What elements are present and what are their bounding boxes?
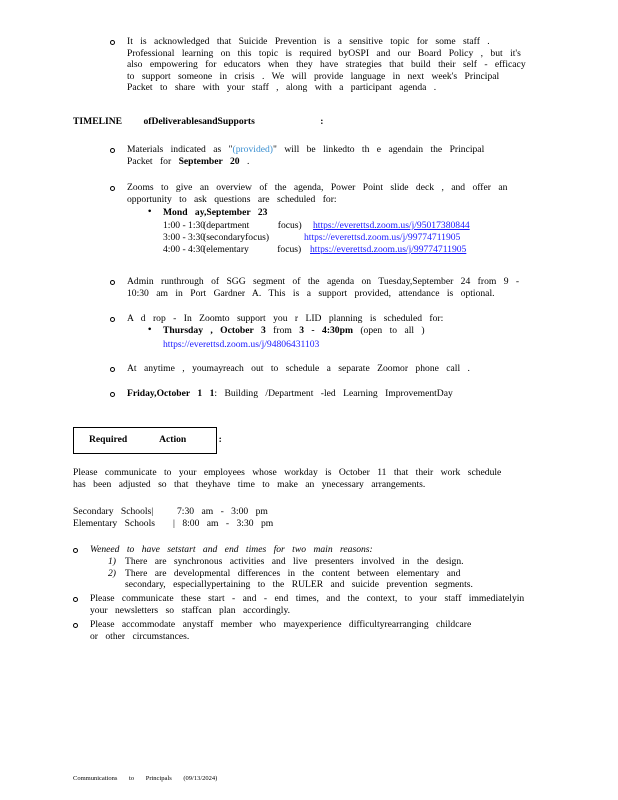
zoom-session-link[interactable]: https://everettsd.zoom.us/j/99774711905	[304, 232, 461, 243]
friday-rest: : Building /Department -led Learning ImprovementDay	[214, 388, 453, 399]
intro-line-3: also empowering for educators when they have strategies that build their self - efficacy	[127, 59, 526, 70]
anytime-bullet	[110, 367, 115, 372]
schedule-row	[73, 518, 373, 530]
dropin-sub-post: (open to all )	[352, 325, 425, 336]
zoom-session-label: (elementary focus)	[203, 244, 302, 255]
communicate-line-1: Please communicate to your employees whose workday is October 11 that their work schedule	[73, 467, 502, 478]
admin-line-2: 10:30 am in Port Gardner A. This is a support provided, attendance is optional.	[127, 287, 495, 299]
materials-bullet	[110, 148, 115, 153]
reasons-list	[108, 556, 528, 591]
schedule-time: 7:30 am - 3:00 pm	[177, 506, 268, 517]
zoom-session-time: 1:00 - 1:30	[163, 220, 206, 231]
materials-post: " will be linkedto th e agendain the Principal	[273, 144, 485, 155]
zoom-session	[163, 220, 503, 232]
reasons-heading: Weneed to have setstart and end times for two main reasons:	[90, 544, 373, 555]
zoom-session-time: 4:00 - 4:30	[163, 244, 206, 255]
materials-item	[127, 144, 547, 167]
dropin-line-1: A d rop - In Zoomto support you r LID planning is scheduled for:	[127, 313, 444, 324]
materials-pre: Materials indicated as "	[127, 144, 233, 155]
friday-bold: Friday,October 1 1	[127, 388, 215, 399]
materials-line2-post: .	[239, 155, 250, 167]
dropin-sub	[163, 325, 425, 337]
zoom-session-label: (secondaryfocus)	[203, 232, 270, 243]
zoom-session-time: 3:00 - 3:30	[163, 232, 206, 243]
intro-line-4: to support someone in crisis . We will provide language in next week's Principal	[127, 70, 500, 82]
required-action-title: Required Action :	[89, 434, 222, 445]
schedule-row	[73, 506, 373, 518]
intro-paragraph	[127, 36, 547, 94]
zooms-sessions	[163, 220, 503, 256]
page-footer: Communications to Principals (09/13/2024)	[73, 775, 218, 782]
please-accommodate-bullet	[73, 623, 78, 628]
dropin-bullet	[110, 317, 115, 322]
dropin-item	[127, 313, 547, 325]
please-accommodate-line-1: Please accommodate anystaff member who mayexperience difficultyrearranging childcare	[90, 619, 472, 630]
intro-line-2: Professional learning on this topic is required byOSPI and our Board Policy , but it's	[127, 47, 521, 59]
admin-bullet	[110, 280, 115, 285]
schedule-label: Elementary Schools	[73, 518, 155, 529]
dropin-sub-bullet: •	[148, 324, 152, 335]
zoom-session	[163, 232, 503, 244]
reason-line: secondary, especiallypertaining to the RULER and suicide prevention segments.	[125, 579, 473, 590]
zooms-sub-heading: Mond ay,September 23	[163, 207, 268, 218]
zooms-bullet	[110, 186, 115, 191]
communicate-line-2: has been adjusted so that theyhave time to make an ynecessary arrangements.	[73, 478, 426, 490]
admin-item	[127, 276, 547, 299]
timeline-heading-a: TIMELINE	[73, 116, 123, 127]
zooms-line-1: Zooms to give an overview of the agenda, Power Point slide deck , and offer an	[127, 182, 508, 193]
dropin-sub-mid: from	[265, 325, 300, 336]
zoom-session-link[interactable]: https://everettsd.zoom.us/j/95017380844	[313, 220, 470, 231]
zoom-session-link[interactable]: https://everettsd.zoom.us/j/99774711905	[310, 244, 467, 255]
reason-number: 1)	[108, 556, 116, 567]
reason-item	[108, 556, 528, 568]
intro-line-5: Packet to share with your staff , along with a participant agenda .	[127, 82, 437, 93]
schedule-time: | 8:00 am - 3:30 pm	[173, 518, 274, 529]
dropin-sub-bold2: 3 - 4:30pm	[299, 325, 353, 336]
schedule-label: Secondary Schools|	[73, 506, 154, 517]
please-accommodate-line-2: or other circumstances.	[90, 630, 190, 642]
friday-item	[127, 388, 453, 400]
please-accommodate-item	[90, 619, 530, 642]
intro-bullet	[110, 40, 115, 45]
zooms-line-2: opportunity to ask questions are scheduled for:	[127, 193, 337, 205]
reason-item	[108, 568, 528, 591]
admin-line-1: Admin runthrough of SGG segment of the agenda on Tuesday,September 24 from 9 -	[127, 276, 520, 287]
dropin-link[interactable]: https://everettsd.zoom.us/j/94806431103	[163, 339, 320, 350]
timeline-heading	[73, 116, 323, 128]
anytime-text: At anytime , youmayreach out to schedule a separate Zoomor phone call .	[127, 363, 470, 374]
friday-bullet	[110, 392, 115, 397]
intro-line-1: It is acknowledged that Suicide Prevention is a sensitive topic for some staff .	[127, 36, 490, 47]
reasons-bullet	[73, 548, 78, 553]
please-communicate-item	[90, 593, 530, 616]
dropin-sub-bold: Thursday , October 3	[163, 325, 266, 336]
materials-line2-pre: Packet for	[127, 155, 179, 167]
schedules	[73, 506, 373, 530]
materials-line2-bold: September 20	[178, 155, 240, 167]
please-communicate-bullet	[73, 597, 78, 602]
zooms-sub-bullet: •	[148, 206, 152, 217]
timeline-heading-b: ofDeliverablesandSupports	[143, 116, 255, 127]
communicate-paragraph	[73, 467, 543, 490]
please-communicate-line-1: Please communicate these start - and - end times, and the context, to your staff immediatelyin	[90, 593, 525, 604]
required-action-box	[73, 427, 222, 454]
reason-number: 2)	[108, 567, 116, 579]
materials-provided: (provided)	[232, 144, 273, 155]
please-communicate-line-2: your newsletters so staffcan plan accordingly.	[90, 604, 291, 616]
zoom-session	[163, 244, 503, 256]
timeline-heading-colon: :	[320, 116, 324, 127]
reason-line: There are developmental differences in the content between elementary and	[125, 567, 461, 579]
zoom-session-label: (department focus)	[203, 220, 302, 231]
zooms-item	[127, 182, 547, 205]
reason-line: There are synchronous activities and live presenters involved in the design.	[125, 556, 464, 567]
